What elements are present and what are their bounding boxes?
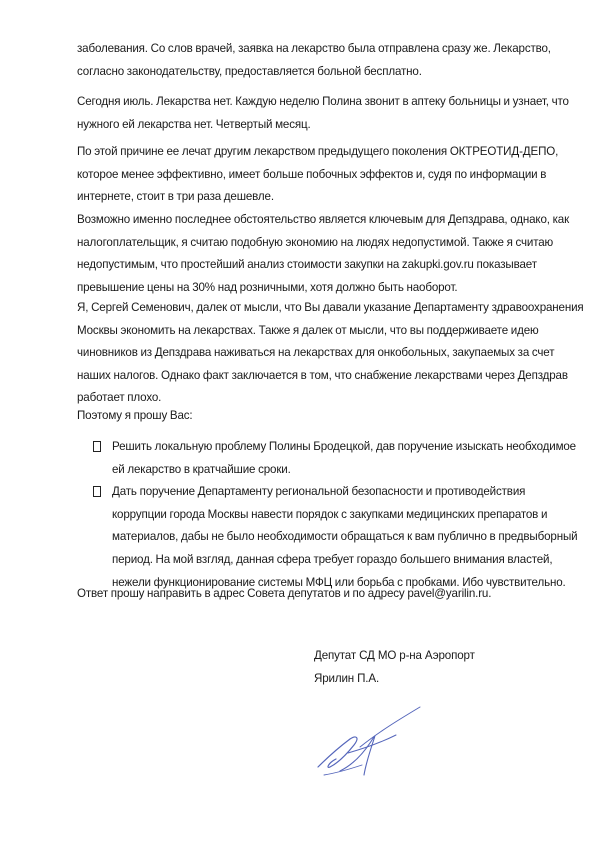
list-item-line: нежели функционирование системы МФЦ или борьба с пробками. Ибо чувствительно.	[112, 575, 566, 589]
list-item-line: период. На мой взгляд, данная сфера требует гораздо большего внимания властей,	[112, 552, 553, 566]
paragraph-line: заболевания. Со слов врачей, заявка на лекарство была отправлена сразу же. Лекарство,	[77, 42, 551, 55]
paragraph-line: нужного ей лекарства нет. Четвертый месяц.	[77, 117, 311, 131]
paragraph-line: наших налогов. Однако факт заключается в том, что снабжение лекарствами через Депздрав	[77, 368, 568, 382]
paragraph-line: недопустимым, что простейший анализ стоимости закупки на zakupki.gov.ru показывает	[77, 258, 537, 272]
request-list	[77, 436, 578, 594]
paragraph-line: Я, Сергей Семенович, далек от мысли, что Вы давали указание Департаменту здравоохранения	[77, 301, 584, 314]
paragraph-july	[77, 91, 569, 136]
paragraph-line: работает плохо.	[77, 391, 162, 405]
paragraph-line: согласно законодательству, предоставляется больной бесплатно.	[77, 64, 422, 78]
paragraph-alternative-drug	[77, 141, 559, 209]
list-item-line: коррупции города Москвы навести порядок с закупками медицинских препаратов и	[112, 507, 548, 521]
paragraph-request-intro	[77, 405, 522, 428]
signer-position: Депутат СД МО р-на Аэропорт	[314, 649, 475, 662]
list-item-line: материалов, дабы не было необходимости обращаться к вам публично в предвыборный	[112, 530, 578, 544]
paragraph-line: Москвы экономить на лекарствах. Также я далек от мысли, что вы поддерживаете идею	[77, 323, 539, 337]
handwritten-signature	[300, 705, 430, 785]
paragraph-line: Сегодня июль. Лекарства нет. Каждую неделю Полина звонит в аптеку больницы и узнает, что	[77, 95, 569, 108]
paragraph-economy	[77, 209, 570, 299]
paragraph-closing	[77, 583, 522, 606]
paragraph-line: Ответ прошу направить в адрес Совета депутатов и по адресу pavel@yarilin.ru.	[77, 587, 492, 600]
list-item-line: ей лекарство в кратчайшие сроки.	[112, 462, 291, 476]
paragraph-line: По этой причине ее лечат другим лекарством предыдущего поколения ОКТРЕОТИД-ДЕПО,	[77, 145, 559, 158]
list-item	[77, 436, 576, 481]
paragraph-line: интернете, стоит в три раза дешевле.	[77, 190, 274, 204]
bullet-box-icon	[93, 441, 101, 452]
signer-name: Ярилин П.А.	[314, 671, 380, 685]
paragraph-line: Поэтому я прошу Вас:	[77, 409, 193, 422]
bullet-box-icon	[93, 486, 101, 497]
paragraph-line: превышение цены на 30% над розничными, хотя должно быть наоборот.	[77, 280, 458, 294]
list-item-line: Решить локальную проблему Полины Бродецкой, дав поручение изыскать необходимое	[112, 440, 576, 453]
paragraph-line: Возможно именно последнее обстоятельство является ключевым для Депздрава, однако, как	[77, 213, 570, 226]
paragraph-line: чиновников из Депздрава наживаться на лекарствах для онкобольных, закупаемых за счет	[77, 346, 555, 360]
signature-block	[314, 645, 475, 690]
paragraph-line: налогоплательщик, я считаю подобную экономию на людях недопустимой. Также я считаю	[77, 235, 554, 249]
paragraph-illness	[77, 38, 551, 83]
list-item-line: Дать поручение Департаменту региональной безопасности и противодействия	[112, 485, 526, 499]
paragraph-address-mayor	[77, 297, 584, 410]
list-item	[77, 481, 578, 594]
paragraph-line: которое менее эффективно, имеет больше побочных эффектов и, судя по информации в	[77, 167, 547, 181]
